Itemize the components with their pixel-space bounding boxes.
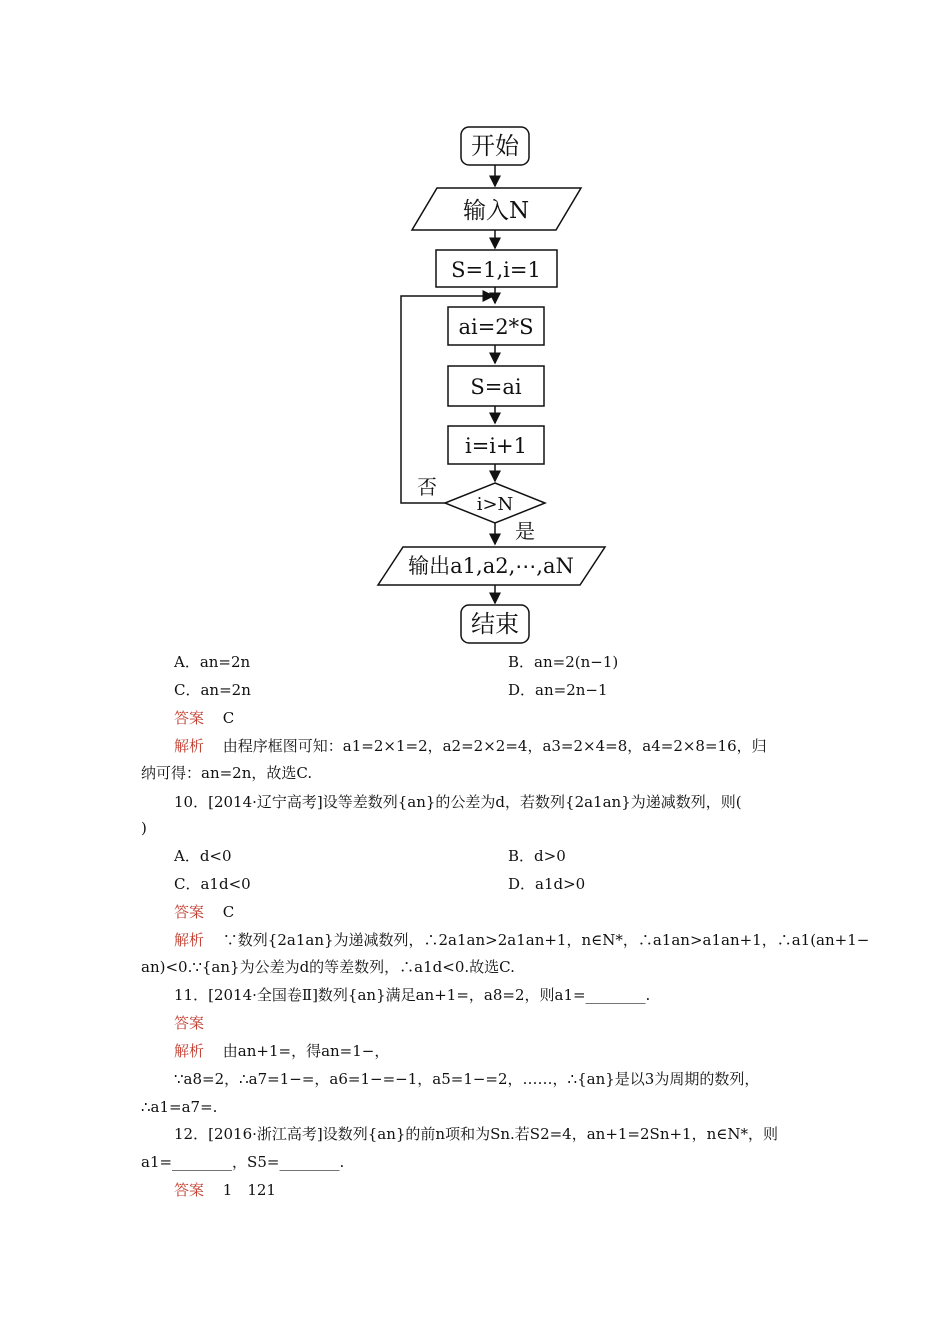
answer-value: C bbox=[222, 903, 235, 921]
q10-stem: 10．[2014·辽宁高考]设等差数列{an}的公差为d，若数列{2a1an}为递减数列，则( bbox=[174, 793, 742, 811]
q9-analysis bbox=[174, 736, 767, 756]
q9-option-d: D．an=2n−1 bbox=[508, 681, 608, 699]
answer-label: 答案 bbox=[174, 903, 205, 921]
answer-label: 答案 bbox=[174, 1181, 205, 1199]
condition-label: i>N bbox=[476, 494, 514, 515]
q9-option-c: C．an=2n bbox=[174, 681, 251, 699]
step2-label: S=ai bbox=[470, 375, 522, 399]
input-label: 输入N bbox=[462, 198, 530, 224]
q10-option-d: D．a1d>0 bbox=[508, 875, 586, 893]
q10-analysis-cont: an)<0.∵{an}为公差为d的等差数列，∴a1d<0.故选C. bbox=[141, 958, 515, 976]
q12-answer bbox=[174, 1180, 276, 1200]
answer-label: 答案 bbox=[174, 1014, 205, 1032]
init-label: S=1,i=1 bbox=[451, 258, 541, 282]
flowchart bbox=[0, 0, 950, 650]
analysis-label: 解析 bbox=[174, 737, 205, 755]
analysis-text: 由程序框图可知：a1=2×1=2，a2=2×2=4，a3=2×4=8，a4=2×8=16，归 bbox=[222, 737, 767, 755]
analysis-label: 解析 bbox=[174, 1042, 205, 1060]
step1-label: ai=2*S bbox=[458, 315, 534, 339]
answer-label: 答案 bbox=[174, 709, 205, 727]
yes-label: 是 bbox=[515, 519, 535, 543]
end-label: 结束 bbox=[471, 610, 519, 638]
answer-value: C bbox=[222, 709, 235, 727]
q12-stem: 12．[2016·浙江高考]设数列{an}的前n项和为Sn.若S2=4，an+1=2Sn+1，n∈N*，则 bbox=[174, 1125, 778, 1143]
no-label: 否 bbox=[417, 475, 437, 499]
q10-stem-cont: ) bbox=[141, 819, 147, 837]
q10-answer bbox=[174, 902, 234, 922]
q9-analysis-cont: 纳可得：an=2n，故选C. bbox=[141, 764, 313, 782]
q11-answer bbox=[174, 1013, 204, 1033]
analysis-text: ∵数列{2a1an}为递减数列，∴2a1an>2a1an+1，n∈N*，∴a1an>a1an+1，∴a1(an+1− bbox=[222, 931, 870, 949]
step3-label: i=i+1 bbox=[465, 434, 527, 458]
analysis-label: 解析 bbox=[174, 931, 205, 949]
q10-option-a: A．d<0 bbox=[174, 847, 232, 865]
q11-analysis-line2: ∵a8=2，∴a7=1−=，a6=1−=−1，a5=1−=2，……，∴{an}是以3为周期的数列， bbox=[174, 1070, 760, 1088]
analysis-text: 由an+1=，得an=1−， bbox=[222, 1042, 390, 1060]
q10-analysis bbox=[174, 930, 869, 950]
output-label: 输出a1,a2,⋯,aN bbox=[408, 554, 574, 578]
q9-option-a: A．an=2n bbox=[174, 653, 251, 671]
start-label: 开始 bbox=[471, 132, 519, 160]
q11-analysis-line3: ∴a1=a7=. bbox=[141, 1098, 218, 1116]
q9-option-b: B．an=2(n−1) bbox=[508, 653, 619, 671]
q11-stem: 11．[2014·全国卷Ⅱ]数列{an}满足an+1=，a8=2，则a1=________. bbox=[174, 986, 651, 1004]
q10-option-c: C．a1d<0 bbox=[174, 875, 251, 893]
q11-analysis bbox=[174, 1041, 389, 1061]
q9-answer bbox=[174, 708, 234, 728]
q10-option-b: B．d>0 bbox=[508, 847, 566, 865]
answer-value: 1 121 bbox=[222, 1181, 276, 1199]
q12-stem-cont: a1=________，S5=________. bbox=[141, 1153, 345, 1171]
